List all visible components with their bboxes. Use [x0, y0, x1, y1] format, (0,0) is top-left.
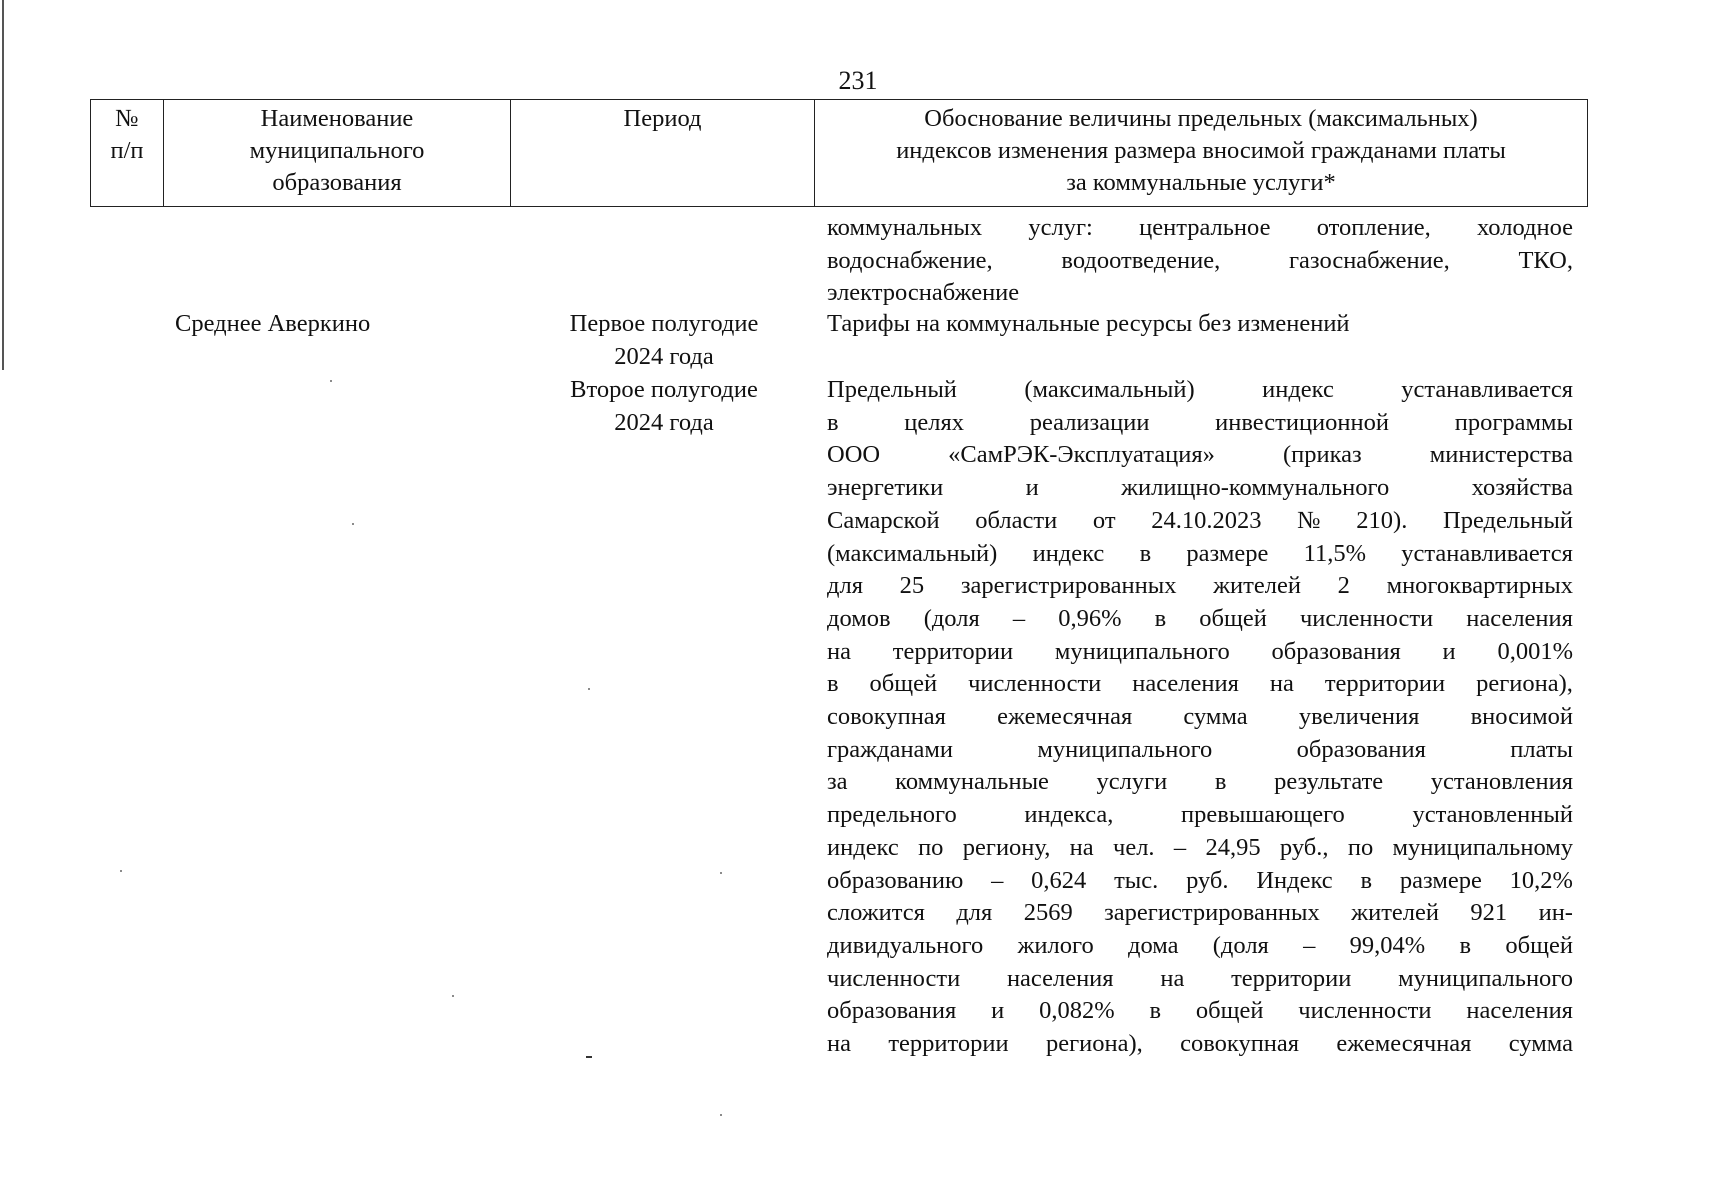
- word: 921: [1470, 899, 1508, 927]
- word: территории: [1324, 670, 1446, 698]
- header-number-line-1: №: [115, 105, 139, 132]
- word: устанавливается: [1401, 376, 1573, 403]
- word: 210).: [1356, 506, 1408, 534]
- word: территории: [892, 637, 1014, 665]
- header-municipality-line-2: муниципального: [249, 137, 425, 164]
- word: целях: [904, 408, 964, 436]
- word: и: [1025, 474, 1039, 502]
- scan-speck: [720, 872, 722, 874]
- word: в: [1149, 997, 1162, 1025]
- word: гражданами: [827, 735, 954, 763]
- word: увеличения: [1298, 703, 1420, 731]
- word: (доля: [923, 604, 980, 632]
- text-line: [827, 505, 1573, 538]
- word: –: [1173, 833, 1187, 861]
- period-first-half: [514, 308, 814, 373]
- word: инвестиционной: [1215, 408, 1390, 436]
- word: устанавливается: [1401, 539, 1573, 567]
- word: за: [827, 768, 848, 796]
- text-line: [827, 245, 1573, 278]
- continuation-text: [827, 212, 1573, 310]
- word: хозяйства: [1471, 474, 1573, 502]
- word: тыс.: [1114, 866, 1159, 894]
- text-line: [827, 734, 1573, 767]
- word: на: [827, 637, 851, 665]
- word: услуги: [1096, 768, 1168, 796]
- word: 0,001%: [1497, 637, 1573, 665]
- text-line: [827, 308, 1573, 341]
- word: 25: [899, 572, 925, 600]
- header-number-line-2: п/п: [110, 137, 144, 164]
- word: –: [1303, 931, 1316, 959]
- text-line: [827, 277, 1573, 310]
- header-municipality-line-3: образования: [272, 169, 402, 196]
- header-cell-number: [91, 100, 164, 207]
- word: чел.: [1113, 833, 1155, 861]
- period-first-half-line-1: Первое полугодие: [569, 310, 759, 337]
- word: от: [1092, 506, 1116, 534]
- text-line: [827, 832, 1573, 865]
- word: программы: [1454, 408, 1573, 436]
- word: муниципального: [1037, 735, 1213, 763]
- text-line: [827, 668, 1573, 701]
- word: в: [1459, 931, 1472, 959]
- word: 11,5%: [1303, 539, 1366, 567]
- scan-speck: [330, 380, 332, 382]
- word: индекс: [1032, 539, 1105, 567]
- word: ООО: [827, 441, 881, 469]
- word: №: [1297, 506, 1321, 534]
- header-cell-justification: [815, 100, 1588, 207]
- word: Самарской: [827, 506, 940, 534]
- table-header: [90, 99, 1588, 207]
- word: численности: [827, 964, 961, 992]
- word: зарегистрированных: [1104, 899, 1320, 927]
- word: ин-: [1538, 899, 1573, 927]
- text-line: [827, 439, 1573, 472]
- word: 24.10.2023: [1151, 506, 1262, 534]
- word: образования: [1296, 735, 1426, 763]
- word: совокупная: [827, 703, 946, 731]
- word: общей: [1195, 997, 1264, 1025]
- text-line: [827, 603, 1573, 636]
- text-line: [827, 963, 1573, 996]
- word: сложится: [827, 899, 925, 927]
- text-line: [827, 212, 1573, 245]
- word: территории: [888, 1030, 1009, 1058]
- word: предельного: [827, 801, 957, 829]
- word: и: [991, 997, 1005, 1025]
- header-justification-line-1: Обоснование величины предельных (максимальных): [924, 105, 1478, 132]
- word: 2: [1337, 572, 1350, 600]
- word: 2569: [1023, 899, 1073, 927]
- word: для: [956, 899, 993, 927]
- word: 10,2%: [1509, 866, 1573, 894]
- word: 24,95: [1205, 833, 1261, 861]
- word: в: [1214, 768, 1227, 796]
- word: ежемесячная: [997, 703, 1133, 731]
- word: водоотведение,: [1061, 246, 1221, 274]
- text-line: [827, 374, 1573, 407]
- word: 0,96%: [1058, 604, 1122, 632]
- word: образования: [1271, 637, 1401, 665]
- word: численности: [1298, 997, 1432, 1025]
- text-line: [827, 799, 1573, 832]
- word: в: [827, 670, 839, 698]
- word: населения: [1466, 604, 1573, 632]
- word: в: [1139, 539, 1152, 567]
- word: на: [827, 1030, 851, 1058]
- text-line: [827, 407, 1573, 440]
- word: индекса,: [1024, 801, 1114, 829]
- word: муниципального: [1054, 637, 1230, 665]
- word: энергетики: [827, 474, 944, 502]
- word: –: [1012, 604, 1026, 632]
- word: 99,04%: [1349, 931, 1426, 959]
- word: превышающего: [1181, 801, 1345, 829]
- word: жителей: [1213, 572, 1301, 600]
- word: в: [1154, 604, 1167, 632]
- word: образованию: [827, 866, 964, 894]
- word: и: [1442, 637, 1456, 665]
- word: численности: [968, 670, 1102, 698]
- word: реализации: [1029, 408, 1150, 436]
- scan-speck: [352, 523, 354, 525]
- text-line: [827, 930, 1573, 963]
- header-cell-period: [511, 100, 815, 207]
- word: по: [1347, 833, 1374, 861]
- header-period-line-1: Период: [623, 105, 702, 132]
- word: в: [827, 408, 839, 436]
- word: (приказ: [1282, 441, 1362, 469]
- word: дивидуального: [827, 931, 984, 959]
- municipality-name: Среднее Аверкино: [175, 310, 371, 337]
- word: –: [991, 866, 1004, 894]
- period-second-half-line-2: 2024 года: [614, 408, 714, 436]
- scan-speck: [452, 995, 454, 997]
- text-line: [827, 766, 1573, 799]
- word: (доля: [1212, 931, 1269, 959]
- word: Предельный: [827, 376, 957, 403]
- word: индекс: [1262, 376, 1334, 403]
- word: вносимой: [1470, 703, 1573, 731]
- word: «СамРЭК-Эксплуатация»: [948, 441, 1215, 469]
- word: отопление,: [1316, 214, 1431, 241]
- word: жителей: [1351, 899, 1440, 927]
- word: в: [1360, 866, 1373, 894]
- word: (максимальный): [827, 539, 998, 567]
- word: населения: [1006, 964, 1114, 992]
- word: зарегистрированных: [960, 572, 1177, 600]
- word: платы: [1510, 735, 1573, 763]
- text-line: [827, 472, 1573, 505]
- word: Индекс: [1256, 866, 1333, 894]
- page-edge-line: [2, 0, 4, 370]
- word: региона),: [1476, 670, 1573, 698]
- word: Предельный: [1443, 506, 1573, 534]
- word: ежемесячная: [1336, 1030, 1472, 1058]
- period-second-half: [514, 374, 814, 439]
- justification-first-half: [827, 308, 1573, 341]
- scan-speck: [120, 870, 122, 872]
- word: сумма: [1508, 1030, 1573, 1058]
- text-line: [827, 636, 1573, 669]
- period-first-half-line-2: 2024 года: [614, 342, 714, 370]
- word: совокупная: [1180, 1030, 1300, 1058]
- word: региона),: [1045, 1030, 1143, 1058]
- text-line: [827, 897, 1573, 930]
- word: жилищно-коммунального: [1121, 474, 1390, 502]
- header-cell-municipality: [164, 100, 511, 207]
- word: населения: [1466, 997, 1573, 1025]
- word: населения: [1132, 670, 1239, 698]
- word: жилого: [1017, 931, 1094, 959]
- word: руб.: [1186, 866, 1229, 894]
- word: для: [827, 572, 863, 600]
- word: холодное: [1476, 214, 1573, 241]
- period-second-half-line-1: Второе полугодие: [570, 376, 758, 403]
- word: установления: [1430, 768, 1573, 796]
- page-number-text: 231: [838, 66, 878, 95]
- word: общей: [1199, 604, 1267, 632]
- word: коммунальные: [895, 768, 1049, 796]
- word: размере: [1186, 539, 1269, 567]
- text-line: [827, 570, 1573, 603]
- word: многоквартирных: [1386, 572, 1573, 600]
- word: общей: [869, 670, 938, 698]
- word: газоснабжение,: [1289, 246, 1450, 274]
- word: на: [1160, 964, 1185, 992]
- header-municipality-line-1: Наименование: [260, 105, 414, 132]
- word: на: [1269, 670, 1294, 698]
- scan-speck: [588, 688, 590, 690]
- word: результате: [1274, 768, 1384, 796]
- header-justification-line-2: индексов изменения размера вносимой гражданами платы: [896, 137, 1506, 164]
- word: водоснабжение,: [827, 246, 993, 274]
- word: руб.,: [1279, 833, 1329, 861]
- word: размере: [1399, 866, 1482, 894]
- text-line: [827, 701, 1573, 734]
- word: центральное: [1139, 214, 1271, 241]
- word: сумма: [1183, 703, 1248, 731]
- word: министерства: [1429, 441, 1573, 469]
- word: территории: [1231, 964, 1352, 992]
- word: области: [975, 506, 1058, 534]
- text-line: [827, 995, 1573, 1028]
- word: муниципального: [1398, 964, 1573, 992]
- text-line: [827, 538, 1573, 571]
- text-line: [827, 1028, 1573, 1061]
- word: на: [1069, 833, 1094, 861]
- word: Тарифы на коммунальные ресурсы без изменений: [827, 310, 1350, 337]
- word: дома: [1128, 931, 1179, 959]
- word: индекс: [827, 833, 899, 861]
- word: (максимальный): [1024, 376, 1195, 403]
- word: ТКО,: [1518, 246, 1573, 274]
- justification-second-half: [827, 374, 1573, 1061]
- header-justification-line-3: за коммунальные услуги*: [1066, 169, 1336, 196]
- word: общей: [1505, 931, 1573, 959]
- word: 0,624: [1031, 866, 1087, 894]
- scan-speck: [720, 1114, 722, 1116]
- word: численности: [1299, 604, 1434, 632]
- text-line: [827, 865, 1573, 898]
- word: 0,082%: [1039, 997, 1115, 1025]
- word: коммунальных: [827, 214, 983, 241]
- word: установленный: [1412, 801, 1573, 829]
- word: образования: [827, 997, 957, 1025]
- word: электроснабжение: [827, 279, 1020, 307]
- word: домов: [827, 604, 891, 632]
- scan-dash: [586, 1056, 592, 1058]
- word: муниципальному: [1392, 833, 1573, 861]
- word: по: [918, 833, 944, 861]
- word: региону,: [962, 833, 1051, 861]
- word: услуг:: [1028, 214, 1093, 241]
